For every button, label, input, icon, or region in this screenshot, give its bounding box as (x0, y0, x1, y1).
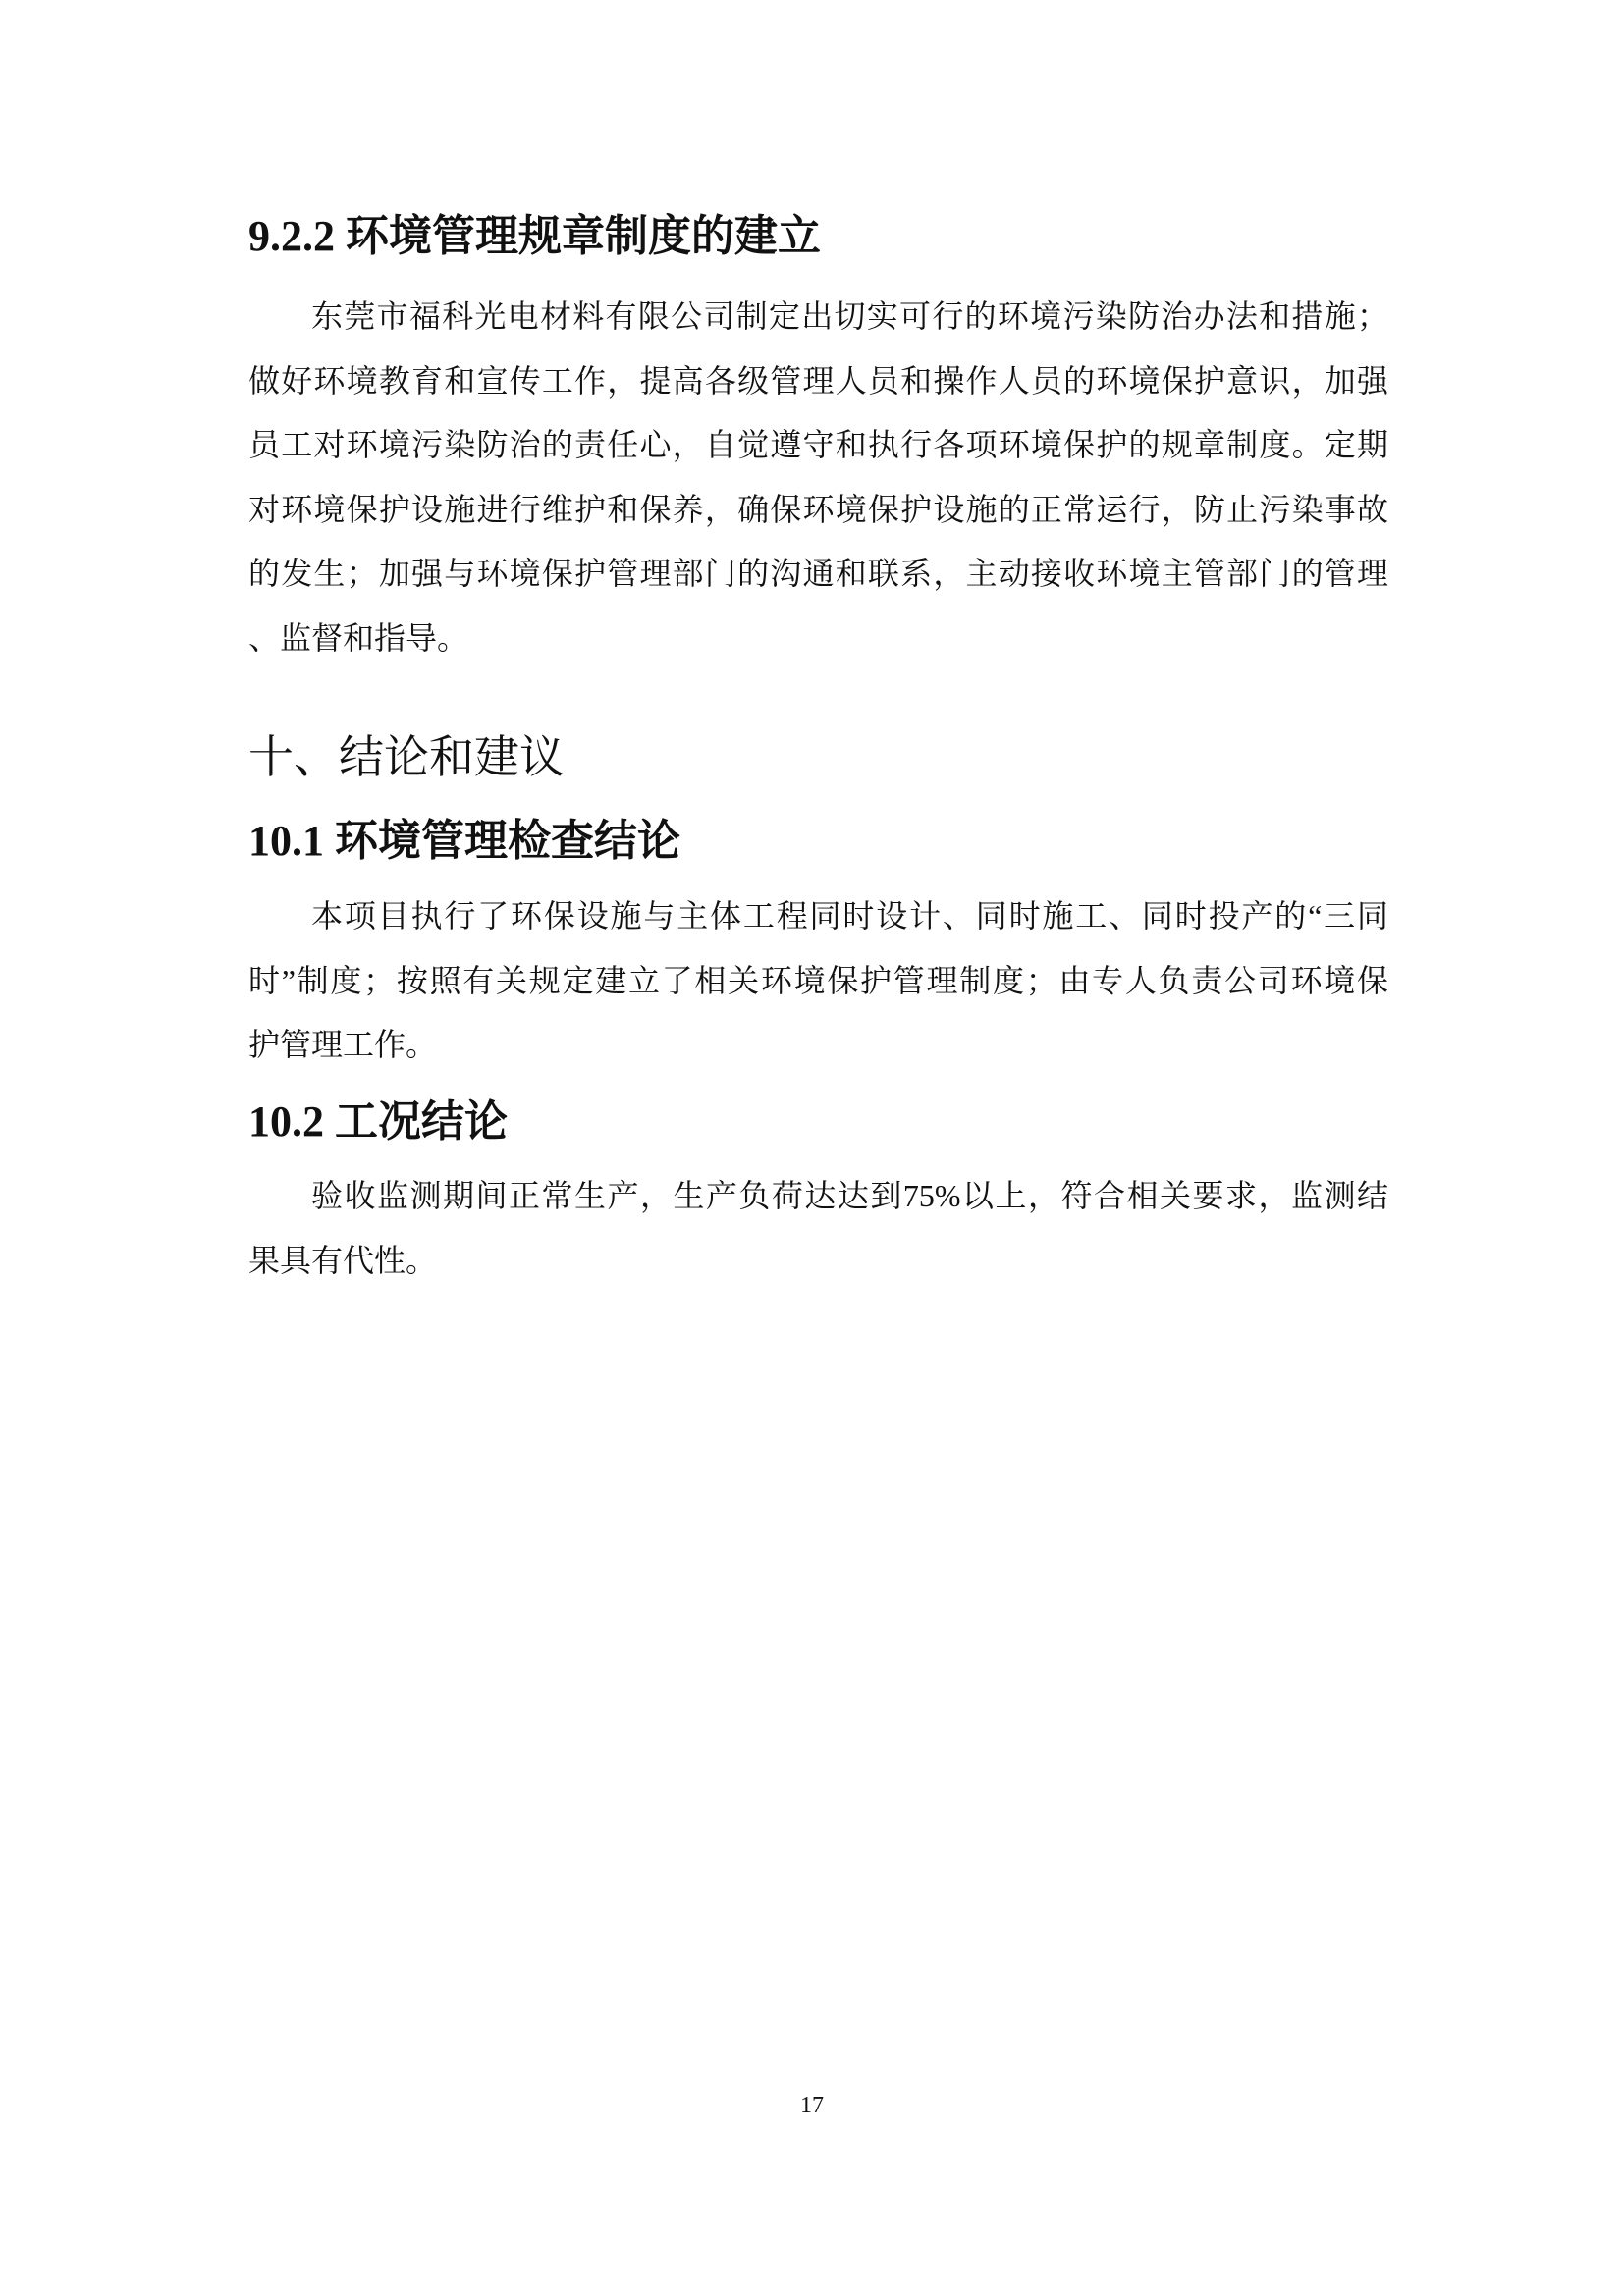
page-number: 17 (800, 2093, 824, 2118)
paragraph-10-2 (248, 1164, 1388, 1293)
text-line: 护管理工作。 (248, 1027, 438, 1062)
text-line: 的发生；加强与环境保护管理部门的沟通和联系，主动接收环境主管部门的管理 (248, 556, 1388, 591)
section-heading-10-2: 10.2 工况结论 (248, 1097, 508, 1146)
text-line: 对环境保护设施进行维护和保养，确保环境保护设施的正常运行，防止污染事故 (248, 491, 1388, 527)
text-line: 本项目执行了环保设施与主体工程同时设计、同时施工、同时投产的“三同 (311, 898, 1388, 934)
section-heading-9-2-2: 9.2.2 环境管理规章制度的建立 (248, 212, 821, 260)
paragraph-9-2-2 (248, 285, 1388, 670)
text-line: 、监督和指导。 (248, 619, 469, 656)
text-line: 东莞市福科光电材料有限公司制定出切实可行的环境污染防治办法和措施； (311, 298, 1388, 334)
chapter-heading-10: 十、结论和建议 (248, 732, 565, 782)
text-line: 做好环境教育和宣传工作，提高各级管理人员和操作人员的环境保护意识，加强 (248, 362, 1388, 399)
paragraph-10-1 (248, 884, 1388, 1078)
text-line: 验收监测期间正常生产，生产负荷达达到75%以上，符合相关要求，监测结 (311, 1178, 1388, 1213)
text-line: 时”制度；按照有关规定建立了相关环境保护管理制度；由专人负责公司环境保 (248, 962, 1388, 998)
section-heading-10-1: 10.1 环境管理检查结论 (248, 817, 680, 865)
text-line: 果具有代性。 (248, 1242, 438, 1278)
text-line: 员工对环境污染防治的责任心，自觉遵守和执行各项环境保护的规章制度。定期 (248, 427, 1388, 462)
